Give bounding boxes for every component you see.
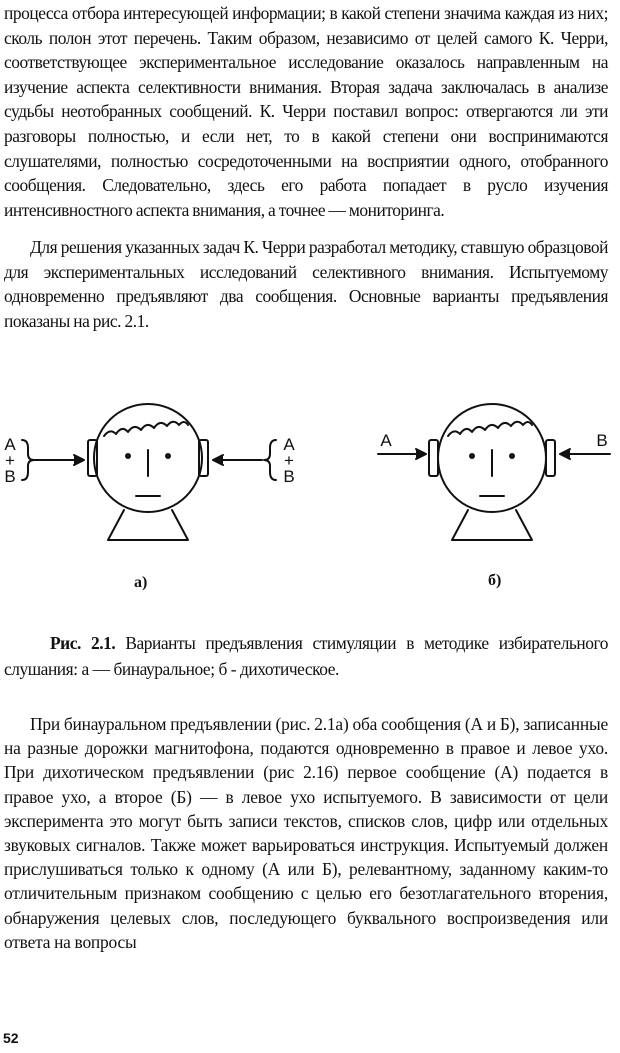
panel-a-label: а) xyxy=(134,574,148,591)
head-binaural xyxy=(22,404,276,540)
caption-text: Варианты предъявления стимуляции в методике избирательного слушания: а — бинауральное; б - дихотическое. xyxy=(4,633,609,679)
dichotic-right-message: B xyxy=(596,431,608,450)
binaural-right-plus: + xyxy=(284,451,294,470)
head-dichotic xyxy=(378,404,610,540)
caption-figure-number: Рис. 2.1. xyxy=(50,633,116,653)
binaural-left-message-b: B xyxy=(4,467,16,486)
page-number: 52 xyxy=(3,1030,19,1046)
binaural-left-message-a: A xyxy=(4,435,16,454)
dichotic-left-message: A xyxy=(380,431,392,450)
binaural-right-message-a: A xyxy=(283,435,295,454)
body-paragraph-2: Для решения указанных задач К. Черри разработал методику, ставшую образцовой для экспериментальных исследований селективного внимания. Испытуемому одновременно предъявляют два сообщения. Основные варианты предъявления показаны на рис. 2.1. xyxy=(4,237,608,331)
binaural-right-message-b: B xyxy=(283,467,295,486)
body-paragraph-1: процесса отбора интересующей информации; в какой степени значима каждая из них; сколь полон этот перечень. Таким образом, независимо от целей самого К. Черри, соответствующее экспериментальное исследование оказалось направленным на изучение аспекта селективности внимания. Вторая задача заключалась в анализе судьбы неотобранных сообщений. К. Черри поставил вопрос: отвергаются ли эти разговоры полностью, и если нет, то в какой степени они воспринимаются слушателями, полностью сосредоточенными на восприятии одного, отобранного сообщения. Следовательно, здесь его работа попадает в русло изучения интенсивностного аспекта внимания, а точнее — мониторинга. xyxy=(4,3,608,220)
figure-illustration xyxy=(0,390,620,620)
figure-caption xyxy=(4,630,608,682)
figure-2-1 xyxy=(0,390,620,620)
body-paragraph-3: При бинауральном предъявлении (рис. 2.1а) оба сообщения (А и Б), записанные на разные дорожки магнитофона, подаются одновременно в правое и левое ухо. При дихотическом предъявлении (рис 2.16) первое сообщение (А) подается в правое ухо, а второе (Б) — в левое ухо испытуемого. В зависимости от цели эксперимента это могут быть записи текстов, списков слов, цифр или отдельных звуковых сигналов. Также может варьироваться инструкция. Испытуемый должен прислушиваться только к одному (А или Б), релевантному, заданному каким-то отличительным признаком сообщению с целью его безотлагательного вторения, обнаружения целевых слов, последующего буквального воспроизведения или ответа на вопросы xyxy=(4,714,608,952)
binaural-left-plus: + xyxy=(5,451,15,470)
panel-b-label: б) xyxy=(488,572,502,589)
